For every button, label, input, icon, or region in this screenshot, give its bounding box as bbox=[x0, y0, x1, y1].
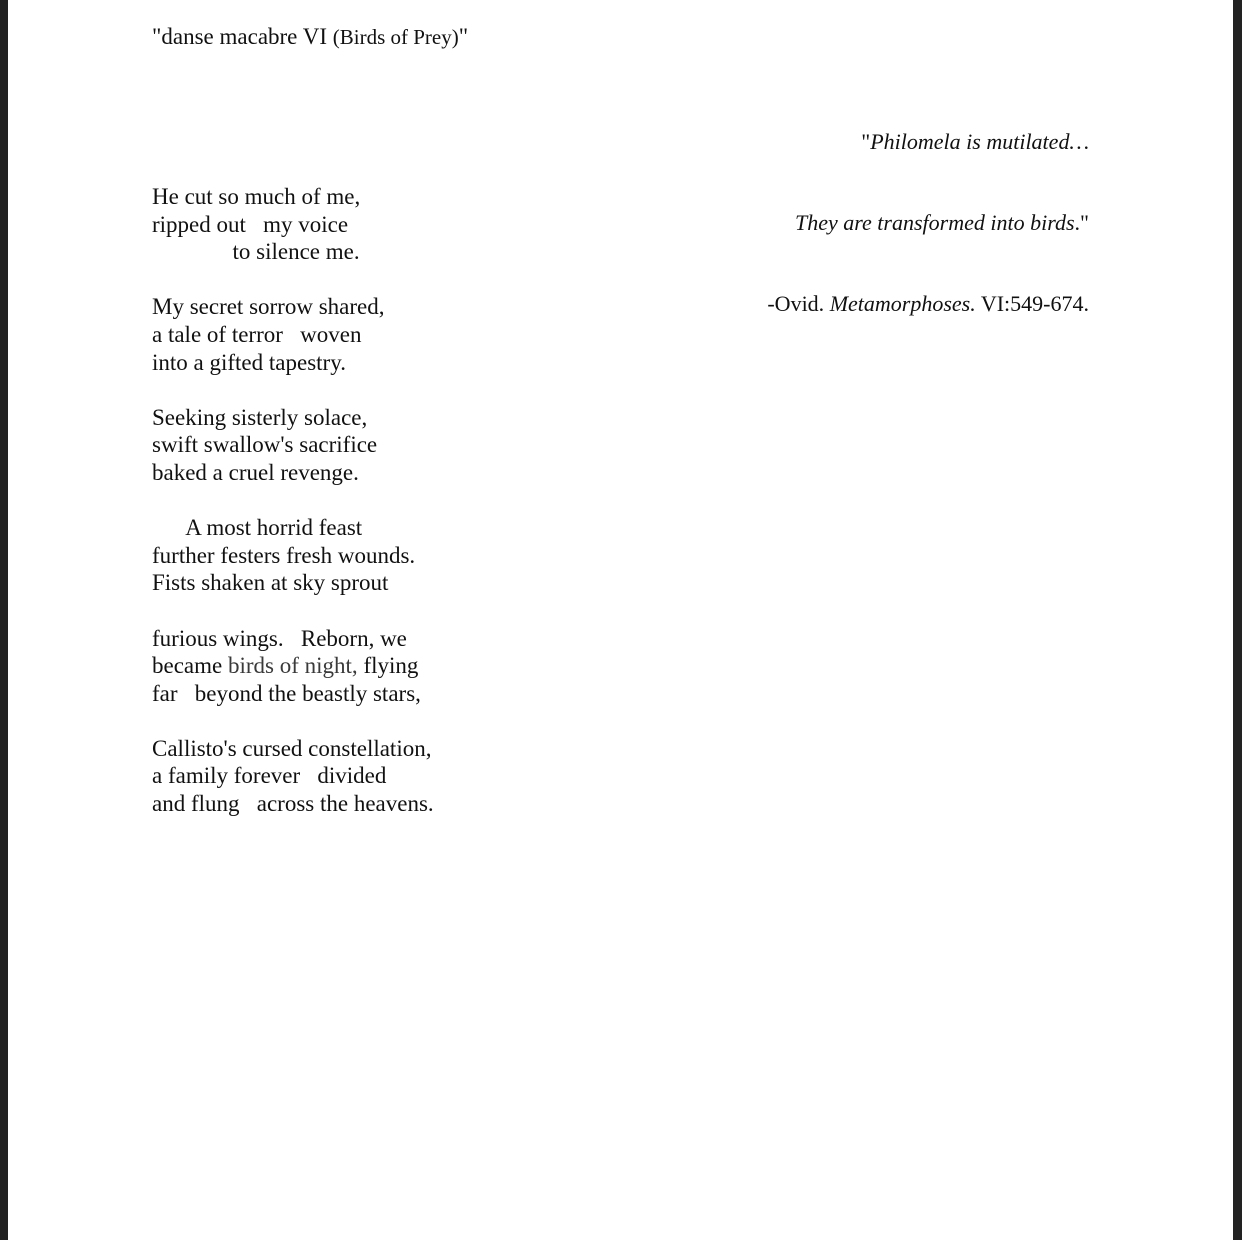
poem-line-segment: flying bbox=[357, 653, 419, 679]
poem-line: swift swallow's sacrifice bbox=[152, 432, 378, 458]
poem-line: a tale of terror woven bbox=[152, 321, 362, 347]
poem-line: baked a cruel revenge. bbox=[152, 459, 359, 485]
poem-line: ripped out my voice bbox=[152, 211, 349, 237]
poem-line: to silence me. bbox=[152, 239, 360, 265]
poem-line: Callisto's cursed constellation, bbox=[152, 735, 432, 761]
epigraph-quote-close: ." bbox=[1074, 210, 1089, 235]
attribution-citation: VI:549-674. bbox=[975, 291, 1089, 316]
document-page bbox=[8, 0, 1233, 1240]
stanza-4 bbox=[152, 514, 434, 597]
poem-line: a family forever divided bbox=[152, 763, 387, 789]
epigraph-quote-text-2: They are transformed into birds bbox=[795, 210, 1075, 235]
poem-line-segment: became bbox=[152, 653, 228, 679]
poem-line: He cut so much of me, bbox=[152, 184, 361, 209]
attribution-work: Metamorphoses. bbox=[829, 291, 976, 316]
stanza-2 bbox=[152, 293, 434, 376]
epigraph-quote-text-1: Philomela is mutilated… bbox=[870, 129, 1089, 154]
stanza-6 bbox=[152, 735, 434, 818]
epigraph bbox=[767, 74, 1089, 371]
stanza-3 bbox=[152, 404, 434, 487]
stanza-1 bbox=[152, 183, 434, 266]
epigraph-attribution bbox=[767, 290, 1089, 317]
poem-title-close: " bbox=[458, 24, 469, 49]
poem-line: My secret sorrow shared, bbox=[152, 294, 385, 320]
poem-line: Fists shaken at sky sprout bbox=[152, 570, 389, 596]
poem-title bbox=[152, 22, 468, 52]
epigraph-quote-open: " bbox=[861, 129, 871, 154]
poem-line bbox=[152, 652, 434, 680]
poem-line: Seeking sisterly solace, bbox=[152, 404, 368, 430]
poem-line: into a gifted tapestry. bbox=[152, 349, 346, 375]
poem-title-main: "danse macabre VI bbox=[152, 24, 333, 49]
poem-line: furious wings. Reborn, we bbox=[152, 625, 407, 651]
epigraph-line-1 bbox=[767, 128, 1089, 155]
poem-line: far beyond the beastly stars, bbox=[152, 680, 421, 706]
poem-title-subtitle: (Birds of Prey) bbox=[332, 25, 459, 49]
poem-line: and flung across the heavens. bbox=[152, 791, 434, 817]
attribution-author: -Ovid. bbox=[767, 291, 830, 316]
epigraph-line-2 bbox=[767, 209, 1089, 236]
poem-body bbox=[152, 183, 434, 845]
poem-line: A most horrid feast bbox=[152, 515, 363, 541]
poem-line-highlight: birds of night, bbox=[227, 653, 358, 679]
poem-line: further festers fresh wounds. bbox=[152, 542, 416, 568]
stanza-5 bbox=[152, 625, 434, 708]
